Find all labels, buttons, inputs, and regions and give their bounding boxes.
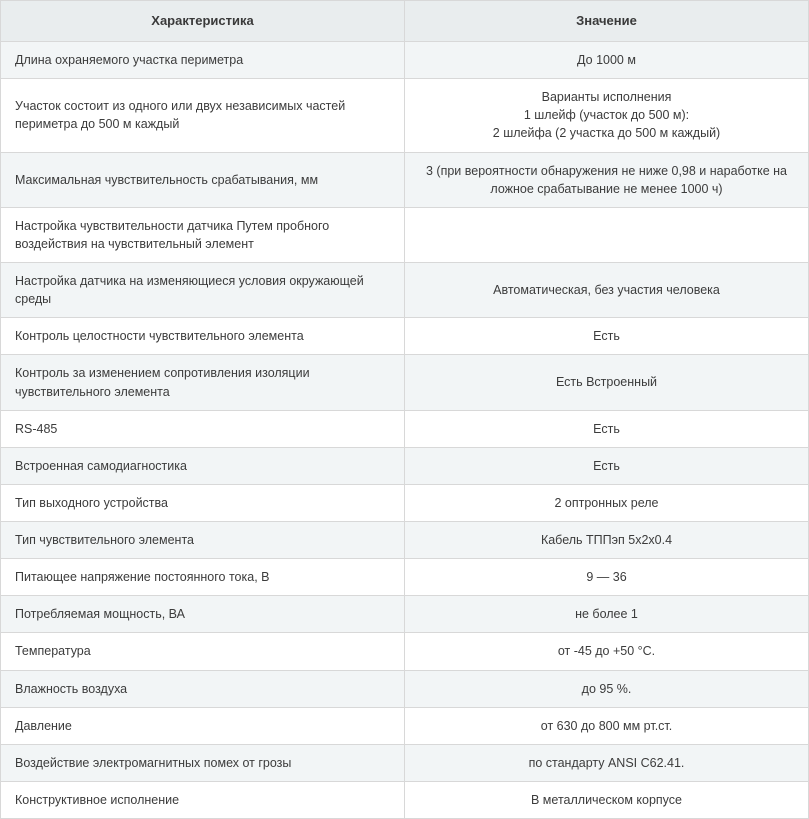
cell-value [405,42,809,79]
table-row [1,152,809,207]
cell-value [405,410,809,447]
cell-parameter: Температура [1,633,405,670]
cell-value-line: Есть [593,421,620,436]
column-header-parameter: Характеристика [1,1,405,42]
column-header-value: Значение [405,1,809,42]
table-row [1,781,809,818]
table-row [1,263,809,318]
table-row [1,410,809,447]
cell-value-line: по стандарту ANSI C62.41. [528,755,685,770]
cell-value [405,447,809,484]
table-row [1,318,809,355]
cell-parameter: Настройка датчика на изменяющиеся условия окружающей среды [1,263,405,318]
cell-value-line: до 95 %. [581,681,632,696]
cell-parameter: Участок состоит из одного или двух независимых частей периметра до 500 м каждый [1,79,405,152]
table-row [1,79,809,152]
cell-value [405,355,809,410]
cell-value-line: от 630 до 800 мм рт.ст. [540,718,673,733]
cell-parameter: Тип выходного устройства [1,484,405,521]
cell-value [405,484,809,521]
cell-parameter: Давление [1,707,405,744]
cell-parameter: Контроль целостности чувствительного элемента [1,318,405,355]
cell-value-line: ложное срабатывание не менее 1000 ч) [490,181,723,196]
cell-value [405,559,809,596]
cell-parameter: Тип чувствительного элемента [1,522,405,559]
table-row [1,447,809,484]
table-header-row [1,1,809,42]
table-row [1,707,809,744]
cell-value [405,670,809,707]
cell-value-line: В металлическом корпусе [531,792,682,807]
cell-value-line: Есть [593,329,620,344]
table-row [1,559,809,596]
cell-value-line: 1 шлейф (участок до 500 м): [523,108,690,123]
cell-value-line: Варианты исполнения [541,90,672,105]
table-row [1,670,809,707]
cell-value-line: 9 — 36 [586,570,627,585]
table-body [1,42,809,819]
cell-parameter: Длина охраняемого участка периметра [1,42,405,79]
cell-parameter: Воздействие электромагнитных помех от грозы [1,744,405,781]
cell-parameter: Влажность воздуха [1,670,405,707]
cell-parameter: Потребляемая мощность, ВА [1,596,405,633]
table-row [1,596,809,633]
cell-value [405,744,809,781]
cell-value [405,707,809,744]
cell-value [405,781,809,818]
table-row [1,484,809,521]
cell-parameter: RS-485 [1,410,405,447]
cell-parameter: Контроль за изменением сопротивления изоляции чувствительного элемента [1,355,405,410]
cell-parameter: Встроенная самодиагностика [1,447,405,484]
cell-value-line: 3 (при вероятности обнаружения не ниже 0,98 и наработке на [426,163,787,178]
cell-parameter: Конструктивное исполнение [1,781,405,818]
cell-value-line: 2 оптронных реле [554,495,659,510]
cell-parameter: Настройка чувствительности датчика Путем пробного воздействия на чувствительный элемент [1,207,405,262]
cell-value-line: Кабель ТППэп 5х2х0.4 [540,533,673,547]
cell-value [405,152,809,207]
cell-parameter: Питающее напряжение постоянного тока, В [1,559,405,596]
cell-value [405,596,809,633]
table-row [1,355,809,410]
cell-value [405,79,809,152]
cell-value [405,633,809,670]
cell-value-line: Есть Встроенный [555,375,658,390]
cell-value-line: Есть [593,458,620,473]
cell-value-line: 2 шлейфа (2 участка до 500 м каждый) [492,126,721,141]
cell-value-line: от -45 до +50 °C. [557,644,656,659]
table-row [1,633,809,670]
table-row [1,744,809,781]
cell-value-line: Автоматическая, без участия человека [493,283,720,298]
cell-value [405,522,809,559]
cell-value [405,263,809,318]
table-row [1,207,809,262]
cell-parameter: Максимальная чувствительность срабатывания, мм [1,152,405,207]
table-header [1,1,809,42]
cell-value [405,207,809,262]
cell-value [405,318,809,355]
cell-value-line: До 1000 м [577,53,636,67]
cell-value-line: не более 1 [575,607,638,622]
table-row [1,522,809,559]
table-row [1,42,809,79]
